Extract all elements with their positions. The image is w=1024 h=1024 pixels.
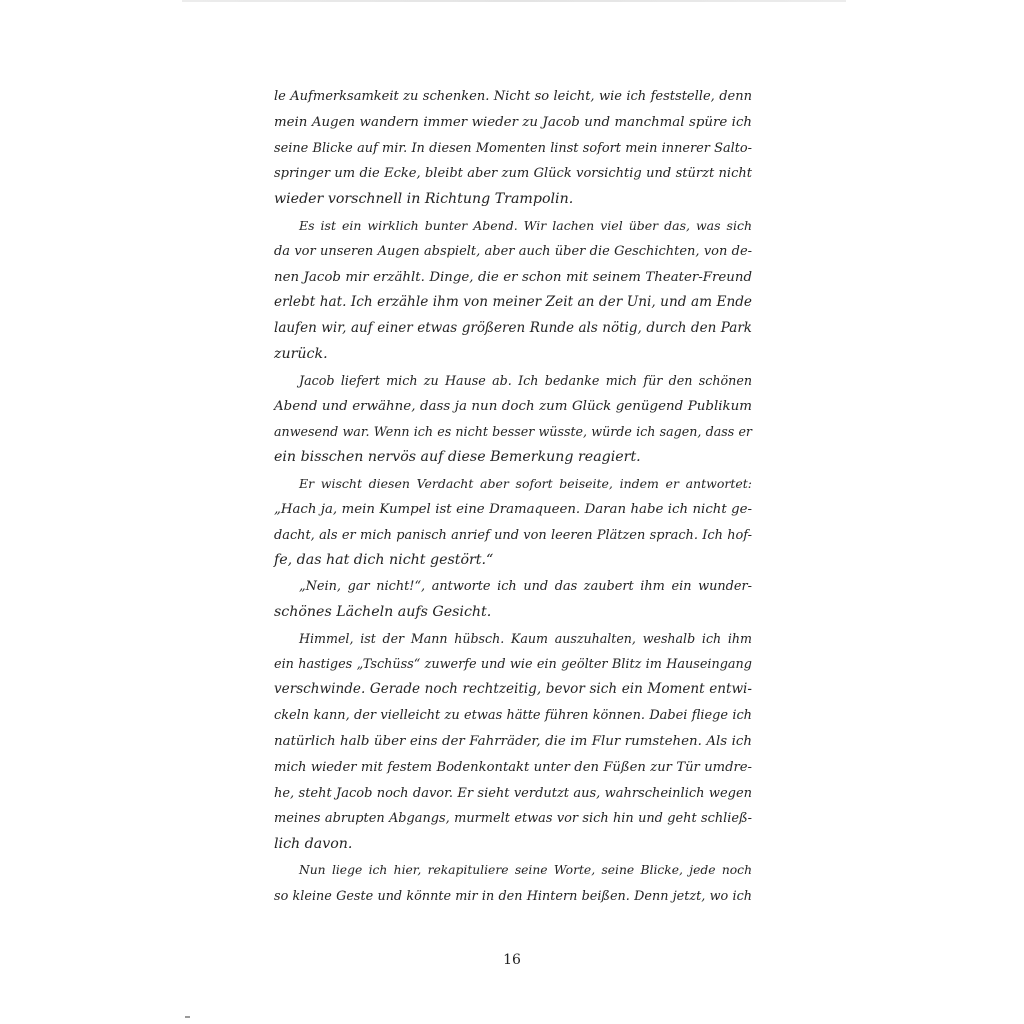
text-line: Jacob liefert mich zu Hause ab. Ich bedanke mich für den schönen	[299, 372, 752, 388]
text-line: zurück.	[274, 345, 328, 362]
text-line: natürlich halb über eins der Fahrräder, die im Flur rumstehen. Als ich	[274, 733, 752, 749]
top-edge-rule	[182, 0, 846, 2]
text-line: he, steht Jacob noch davor. Er sieht verdutzt aus, wahrscheinlich wegen	[274, 785, 752, 801]
text-line: „Nein, gar nicht!“, antworte ich und das zaubert ihm ein wunder-	[299, 579, 752, 595]
text-line: lich davon.	[274, 836, 353, 853]
body-text	[274, 84, 752, 910]
text-line: mein Augen wandern immer wieder zu Jacob und manchmal spüre ich	[274, 114, 752, 130]
text-line: Es ist ein wirklich bunter Abend. Wir lachen viel über das, was sich	[299, 217, 752, 233]
text-line: mich wieder mit festem Bodenkontakt unter den Füßen zur Tür umdre-	[274, 759, 752, 775]
corner-mark	[185, 1016, 190, 1018]
text-line: meines abrupten Abgangs, murmelt etwas vor sich hin und geht schließ-	[274, 811, 752, 827]
text-line: fe, das hat dich nicht gestört.“	[274, 552, 494, 569]
text-line: Abend und erwähne, dass ja nun doch zum Glück genügend Publikum	[274, 398, 752, 414]
text-line: le Aufmerksamkeit zu schenken. Nicht so leicht, wie ich feststelle, denn	[274, 89, 752, 104]
text-line: ein hastiges „Tschüss“ zuwerfe und wie ein geölter Blitz im Hauseingang	[274, 656, 752, 672]
text-line: Himmel, ist der Mann hübsch. Kaum auszuhalten, weshalb ich ihm	[299, 630, 752, 646]
text-line: ein bisschen nervös auf diese Bemerkung reagiert.	[274, 449, 641, 466]
text-line: springer um die Ecke, bleibt aber zum Glück vorsichtig und stürzt nicht	[274, 166, 752, 182]
text-line: so kleine Geste und könnte mir in den Hintern beißen. Denn jetzt, wo ich	[274, 888, 752, 904]
text-line: verschwinde. Gerade noch rechtzeitig, bevor sich ein Moment entwi-	[274, 681, 752, 698]
text-line: laufen wir, auf einer etwas größeren Runde als nötig, durch den Park	[274, 320, 752, 337]
text-line: Er wischt diesen Verdacht aber sofort beiseite, indem er antwortet:	[299, 475, 752, 491]
text-line: nen Jacob mir erzählt. Dinge, die er schon mit seinem Theater-Freund	[274, 269, 752, 285]
text-line: anwesend war. Wenn ich es nicht besser wüsste, würde ich sagen, dass er	[274, 424, 752, 440]
text-line: da vor unseren Augen abspielt, aber auch über die Geschichten, von de-	[274, 243, 752, 259]
text-line: schönes Lächeln aufs Gesicht.	[274, 603, 492, 620]
text-line: wieder vorschnell in Richtung Trampolin.	[274, 191, 574, 208]
text-line: „Hach ja, mein Kumpel ist eine Dramaqueen. Daran habe ich nicht ge-	[274, 501, 752, 517]
text-line: erlebt hat. Ich erzähle ihm von meiner Zeit an der Uni, und am Ende	[274, 294, 752, 311]
text-line: dacht, als er mich panisch anrief und von leeren Plätzen sprach. Ich hof-	[274, 527, 752, 543]
text-line: Nun liege ich hier, rekapituliere seine Worte, seine Blicke, jede noch	[299, 862, 752, 877]
text-line: ckeln kann, der vielleicht zu etwas hätte führen können. Dabei fliege ich	[274, 708, 752, 724]
text-line: seine Blicke auf mir. In diesen Momenten linst sofort mein innerer Salto-	[274, 140, 752, 156]
page-number: 16	[503, 952, 521, 968]
